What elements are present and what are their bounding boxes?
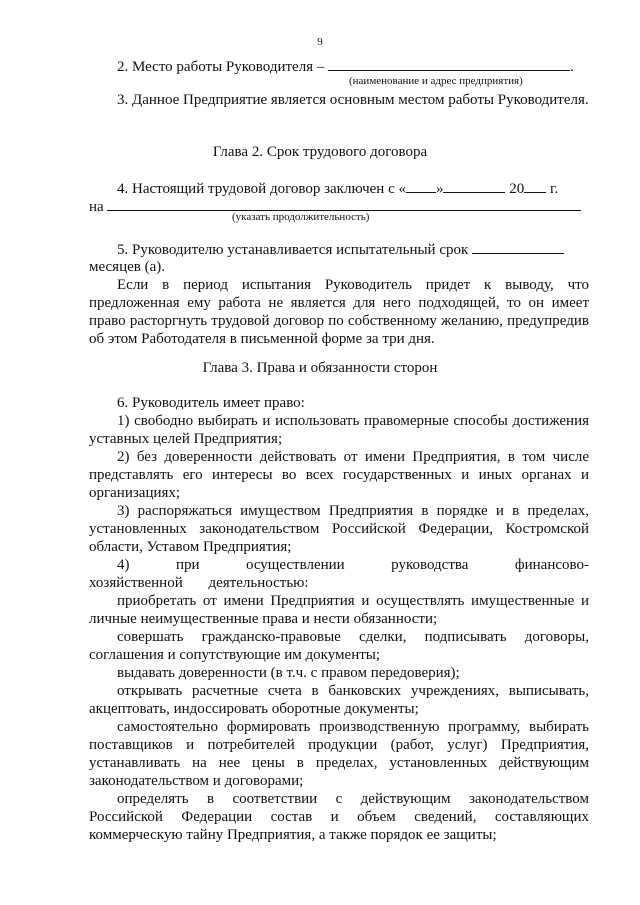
duration-blank bbox=[107, 197, 581, 211]
item-5-text: 5. Руководителю устанавливается испытательный срок bbox=[117, 242, 469, 258]
item-6-p2: 2) без доверенности действовать от имени Предприятия, в том числе представлять его интересы во всех государственных и иных органах и организациях; bbox=[89, 449, 589, 501]
item-6-s4: открывать расчетные счета в банковских учреждениях, выписывать, акцептовать, индоссировать оборотные документы; bbox=[89, 683, 589, 717]
item-4-text-a: 4. Настоящий трудовой договор заключен с « bbox=[117, 181, 406, 197]
item-3-text: 3. Данное Предприятие является основным местом работы Руководителя. bbox=[117, 92, 589, 108]
item-4-text-b: » bbox=[435, 181, 444, 197]
item-6-s6: определять в соответствии с действующим законодательством Российской Федерации состав и объем сведений, составляющих коммерческую тайну Предприятия, а также порядок ее защиты; bbox=[89, 791, 589, 843]
chapter-3-title: Глава 3. Права и обязанности сторон bbox=[202, 360, 438, 376]
item-4-year-prefix: 20 bbox=[509, 181, 525, 197]
item-6-p3: 3) распоряжаться имуществом Предприятия в порядке и в пределах, установленных законодательством Российской Федерации, Костромской области, Уставом Предприятия; bbox=[89, 503, 589, 555]
item-3 bbox=[89, 91, 589, 109]
item-5-paragraph: Если в период испытания Руководитель придет к выводу, что предложенная ему работа не является для него подходящей, то он имеет право расторгнуть трудовой договор по собственному желанию, предупредив об этом Работодателя в письменной форме за три дня. bbox=[89, 277, 589, 347]
item-6 bbox=[89, 394, 589, 844]
item-2-hint: (наименование и адрес предприятия) bbox=[349, 75, 523, 87]
item-4-hint: (указать продолжительность) bbox=[232, 211, 370, 223]
workplace-blank bbox=[328, 57, 570, 71]
item-6-p4: 4) при осуществлении руководства финансово-хозяйственной деятельностью: bbox=[89, 557, 589, 591]
page-number: 9 bbox=[317, 36, 323, 48]
item-4-year-suffix: г. bbox=[549, 181, 559, 197]
month-blank bbox=[443, 179, 505, 193]
chapter-2-title: Глава 2. Срок трудового договора bbox=[212, 144, 428, 160]
item-6-s3: выдавать доверенности (в т.ч. с правом передоверия); bbox=[117, 665, 460, 681]
item-5-cont: месяцев (а). bbox=[89, 259, 165, 275]
year-blank bbox=[524, 179, 546, 193]
item-5-line bbox=[117, 240, 564, 259]
item-6-s1: приобретать от имени Предприятия и осуществлять имущественные и личные неимущественные права и нести обязанности; bbox=[89, 593, 589, 627]
probation-blank bbox=[472, 240, 564, 254]
item-4-na: на bbox=[89, 199, 104, 215]
item-2-line: 2. Место работы Руководителя – . bbox=[117, 59, 574, 75]
item-6-s2: совершать гражданско-правовые сделки, подписывать договоры, соглашения и сопутствующие им документы; bbox=[89, 629, 589, 663]
item-4-line bbox=[117, 179, 558, 198]
item-2-text: 2. Место работы Руководителя – bbox=[117, 59, 325, 75]
item-6-intro: 6. Руководитель имеет право: bbox=[117, 395, 305, 411]
item-6-p1: 1) свободно выбирать и использовать правомерные способы достижения уставных целей Предприятия; bbox=[89, 413, 589, 447]
day-blank bbox=[406, 179, 436, 193]
item-6-s5: самостоятельно формировать производственную программу, выбирать поставщиков и потребителей продукции (работ, услуг) Предприятия, устанавливать на нее цены в пределах, установленных действующим законодательством и договорами; bbox=[89, 719, 589, 789]
